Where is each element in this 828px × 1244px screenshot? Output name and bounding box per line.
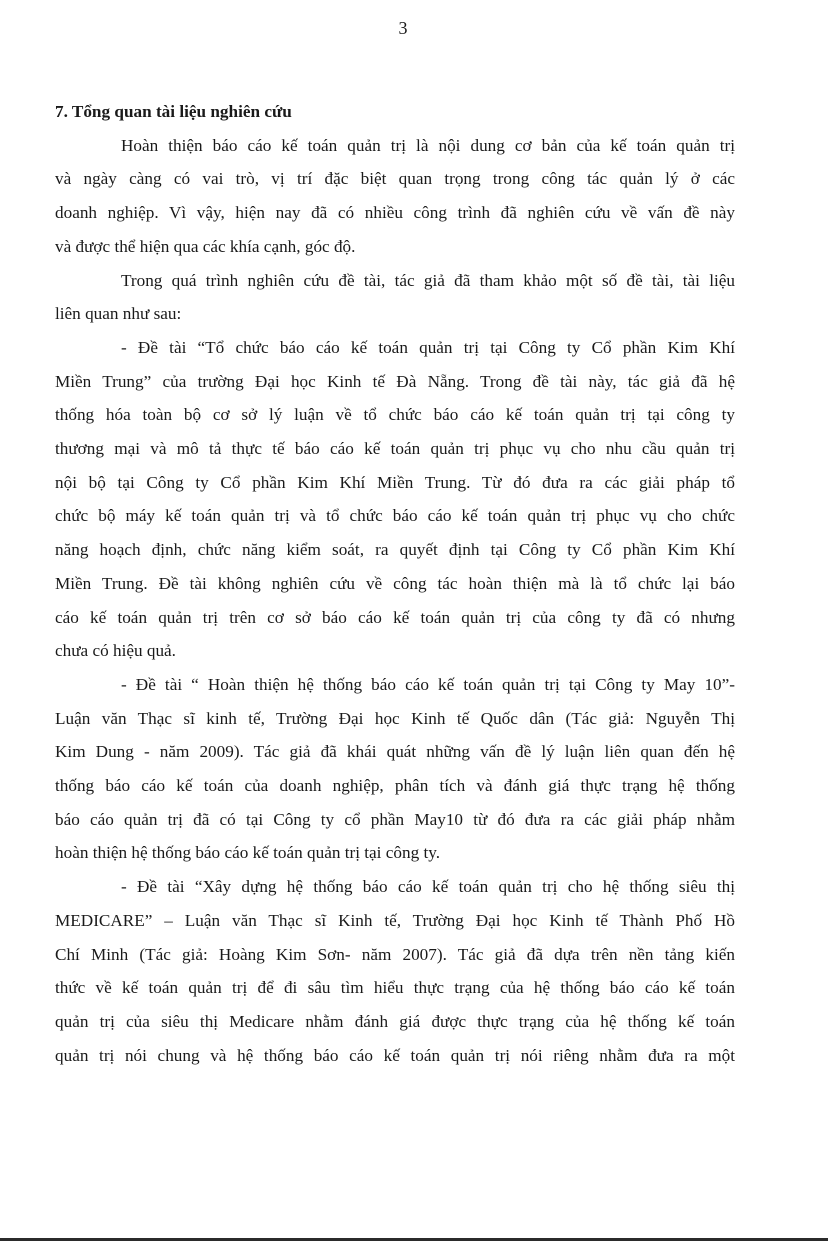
text-line: - Đề tài “Tổ chức báo cáo kế toán quản trị tại Công ty Cổ phần Kim Khí xyxy=(121,337,735,357)
text-line: hoàn thiện hệ thống báo cáo kế toán quản trị tại công ty. xyxy=(55,843,441,863)
text-line: Trong quá trình nghiên cứu đề tài, tác giả đã tham khảo một số đề tài, tài liệu xyxy=(121,270,735,290)
text-line: doanh nghiệp. Vì vậy, hiện nay đã có nhiều công trình đã nghiên cứu về vấn đề này xyxy=(55,203,735,223)
text-line: liên quan như sau: xyxy=(55,304,182,324)
paragraph-reference-may10 xyxy=(55,668,735,870)
text-line: quản trị nói chung và hệ thống báo cáo kế toán quản trị nói riêng nhằm đưa ra một xyxy=(55,1045,735,1065)
text-line: và ngày càng có vai trò, vị trí đặc biệt quan trọng trong công tác quản lý ở các xyxy=(55,169,735,189)
text-line: thương mại và mô tả thực tế báo cáo kế toán quản trị phục vụ cho nhu cầu quản trị xyxy=(55,439,735,459)
text-line: - Đề tài “ Hoàn thiện hệ thống báo cáo kế toán quản trị tại Công ty May 10”- xyxy=(121,674,735,694)
text-line: quản trị của siêu thị Medicare nhằm đánh giá được thực trạng của hệ thống kế toán xyxy=(55,1011,735,1031)
text-line: Hoàn thiện báo cáo kế toán quản trị là nội dung cơ bản của kế toán quản trị xyxy=(121,135,735,155)
section-title: 7. Tổng quan tài liệu nghiên cứu xyxy=(55,102,292,121)
paragraph-intro xyxy=(55,129,735,264)
paragraph-reference-kimkhi xyxy=(55,331,735,668)
text-line: và được thể hiện qua các khía cạnh, góc độ. xyxy=(55,236,356,256)
bottom-edge-rule xyxy=(0,1238,828,1241)
text-line: Luận văn Thạc sĩ kinh tế, Trường Đại học Kinh tế Quốc dân (Tác giả: Nguyễn Thị xyxy=(55,708,735,728)
text-line: Chí Minh (Tác giả: Hoàng Kim Sơn- năm 2007). Tác giả đã dựa trên nền tảng kiến xyxy=(55,944,735,964)
text-line: Miền Trung. Đề tài không nghiên cứu về công tác hoàn thiện mà là tổ chức lại báo xyxy=(55,573,735,593)
page-content xyxy=(55,95,735,1072)
text-line: thức về kế toán quản trị để đi sâu tìm hiểu thực trạng của hệ thống báo cáo kế toán xyxy=(55,978,735,998)
text-line: Miền Trung” của trường Đại học Kinh tế Đà Nẵng. Trong đề tài này, tác giả đã hệ xyxy=(55,371,735,391)
text-line: MEDICARE” – Luận văn Thạc sĩ Kinh tế, Trường Đại học Kinh tế Thành Phố Hồ xyxy=(55,910,735,930)
text-line: thống báo cáo kế toán của doanh nghiệp, phân tích và đánh giá thực trạng hệ thống xyxy=(55,776,735,796)
text-line: thống hóa toàn bộ cơ sở lý luận về tổ chức báo cáo kế toán quản trị tại công ty xyxy=(55,405,735,425)
text-line: năng hoạch định, chức năng kiểm soát, ra quyết định tại Công ty Cổ phần Kim Khí xyxy=(55,540,735,560)
text-line: nội bộ tại Công ty Cổ phần Kim Khí Miền Trung. Từ đó đưa ra các giải pháp tổ xyxy=(55,472,735,492)
page-number: 3 xyxy=(398,18,408,38)
text-line: báo cáo quản trị đã có tại Công ty cổ phần May10 từ đó đưa ra các giải pháp nhằm xyxy=(55,809,735,829)
paragraph-references-intro xyxy=(55,264,735,331)
paragraph-reference-medicare xyxy=(55,870,735,1072)
text-line: Kim Dung - năm 2009). Tác giả đã khái quát những vấn đề lý luận liên quan đến hệ xyxy=(55,742,735,762)
text-line: cáo kế toán quản trị trên cơ sở báo cáo kế toán quản trị của công ty đã có nhưng xyxy=(55,607,735,627)
text-line: chức bộ máy kế toán quản trị và tổ chức báo cáo kế toán quản trị phục vụ cho chức xyxy=(55,506,735,526)
text-line: chưa có hiệu quả. xyxy=(55,641,176,661)
text-line: - Đề tài “Xây dựng hệ thống báo cáo kế toán quản trị cho hệ thống siêu thị xyxy=(121,877,735,897)
